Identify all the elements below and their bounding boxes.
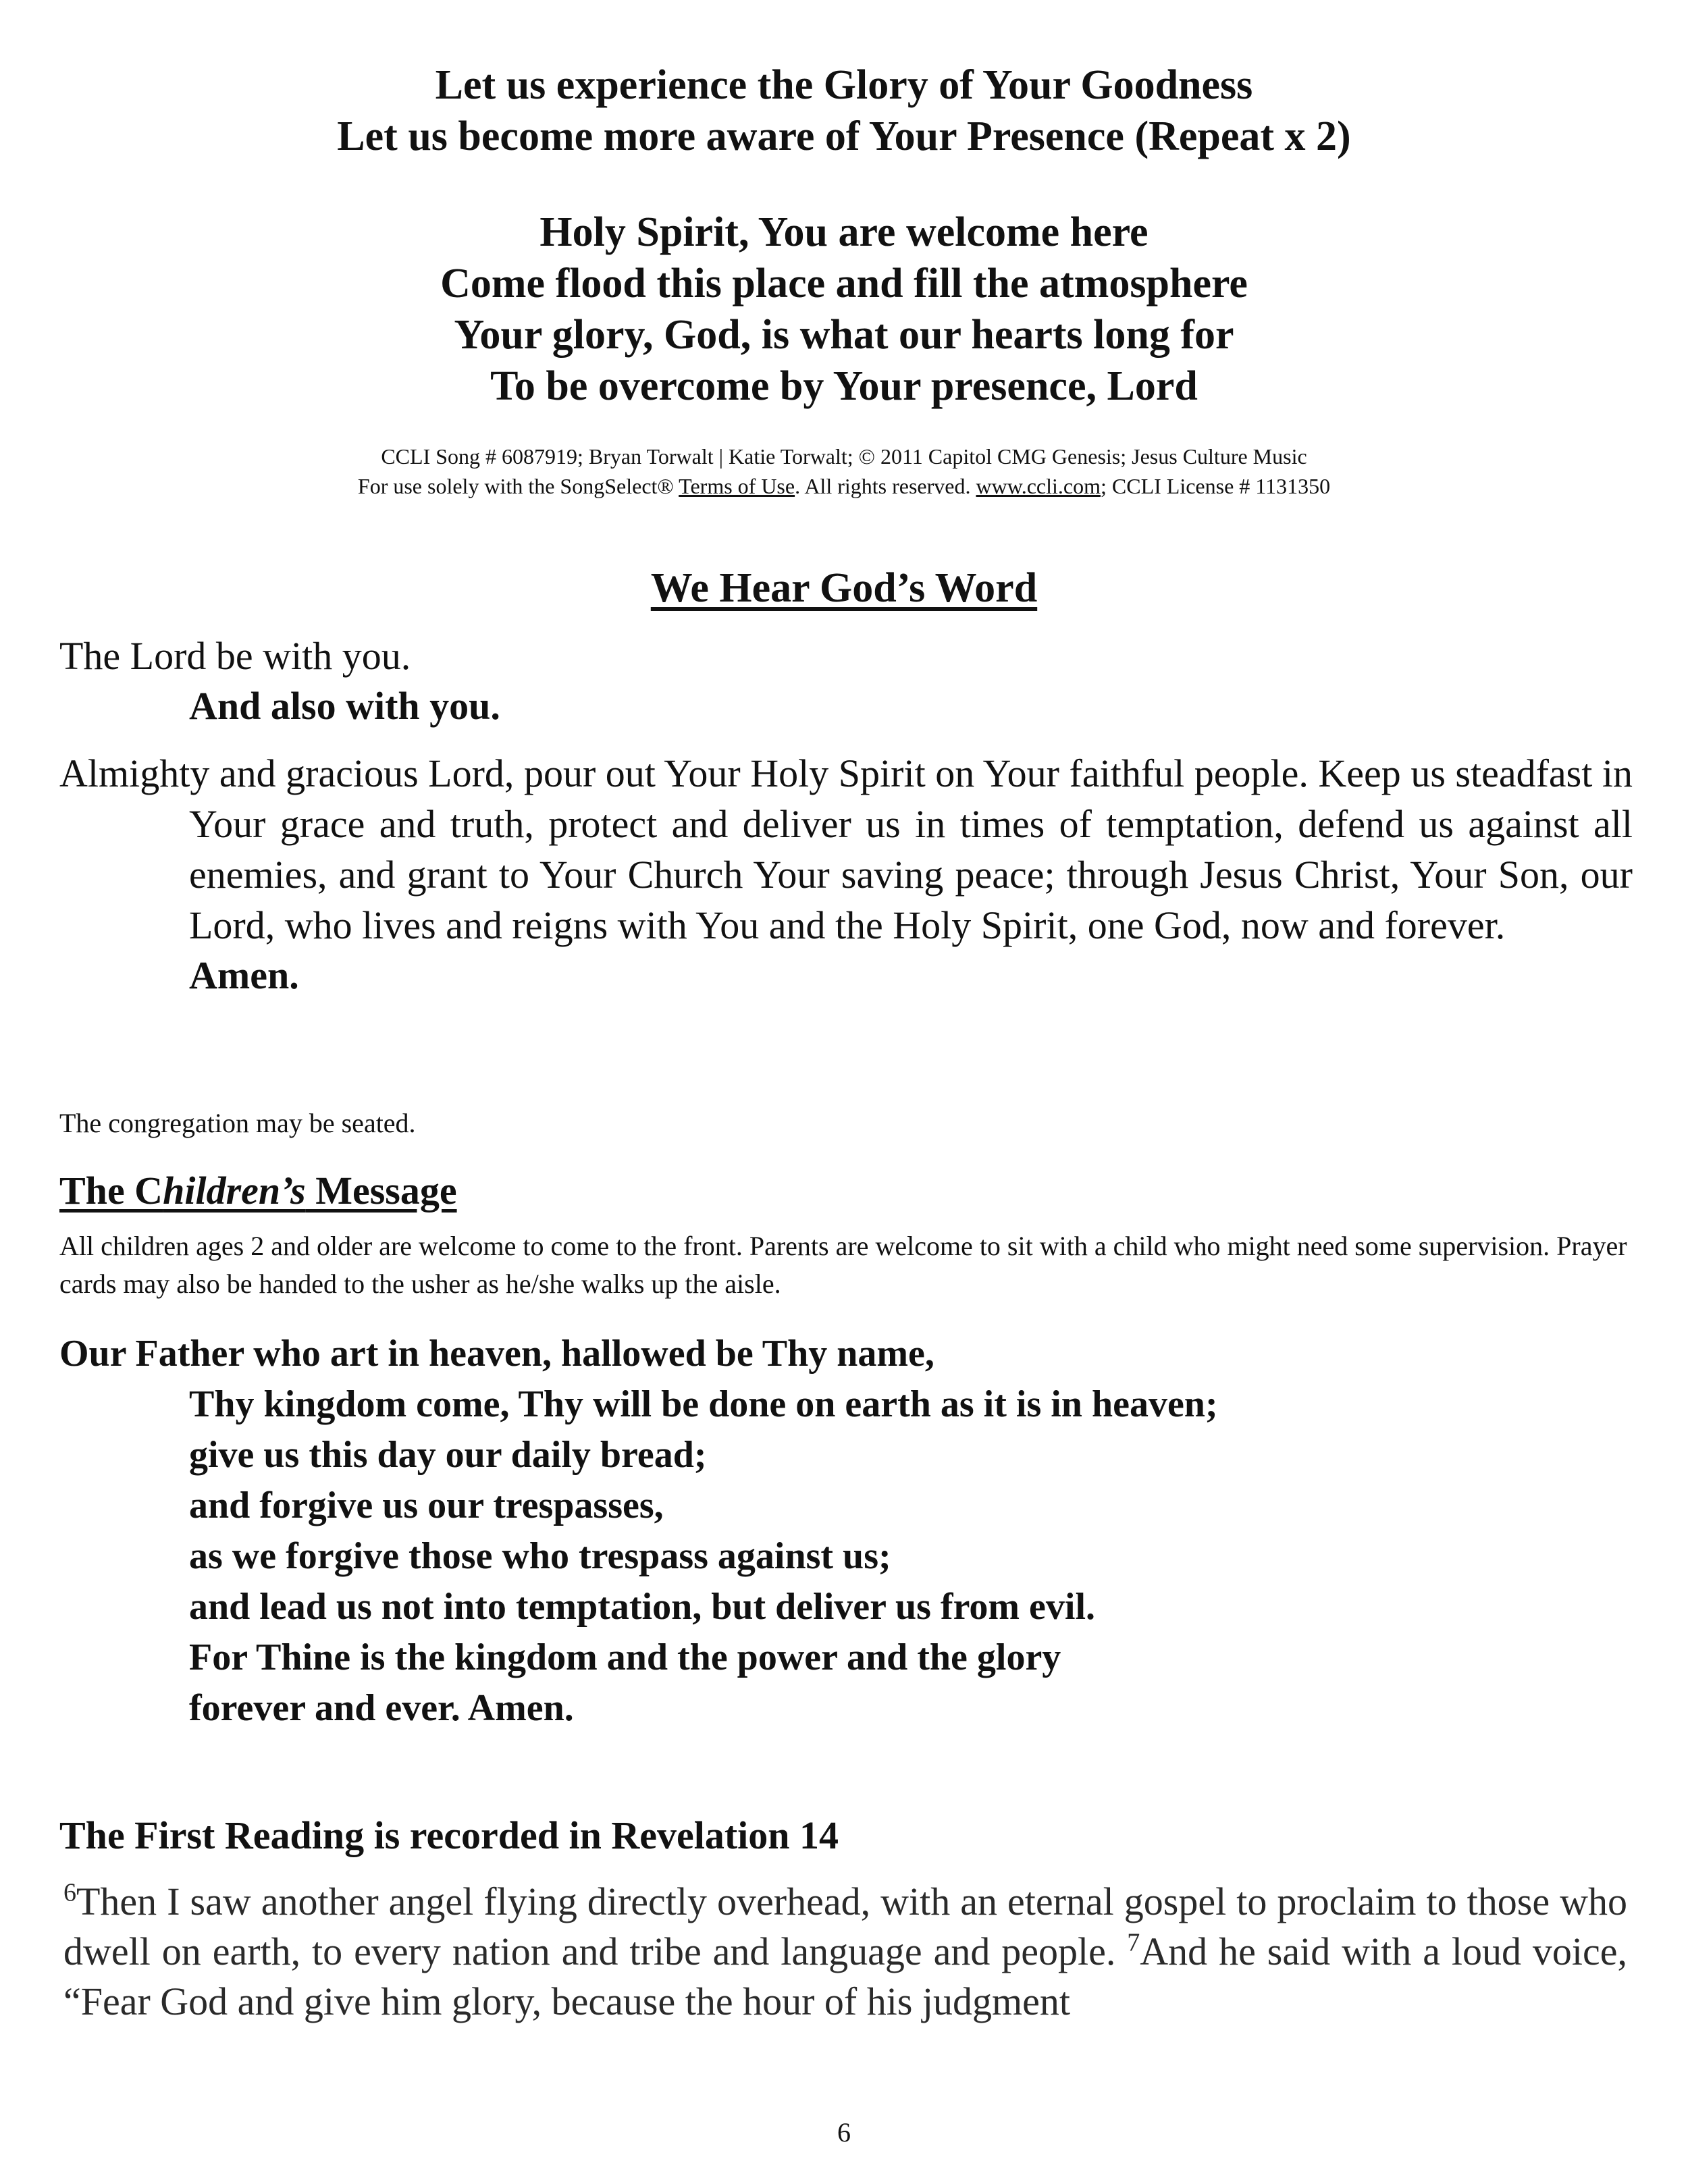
response-line: And also with you. [189,684,500,728]
prayer-line: Thy kingdom come, Thy will be done on earth as it is in heaven; [189,1383,1218,1425]
rubric-text: The congregation may be seated. [59,1108,416,1138]
verse-number: 7 [1127,1928,1140,1957]
ccli-line: CCLI Song # 6087919; Bryan Torwalt | Katie Torwalt; © 2011 Capitol CMG Genesis; Jesus Culture Music [381,444,1307,469]
song-lyrics-block-a [0,59,1688,162]
amen-response: Amen. [189,953,299,997]
rubric-text: All children ages 2 and older are welcome to come to the front. Parents are welcome to sit with a child who might need some supervision. Prayer cards may also be handed to the usher as he/she walks up the aisle. [59,1231,1627,1299]
song-line: Come flood this place and fill the atmosphere [440,261,1248,307]
seated-note [59,1104,1633,1142]
song-lyrics-block-b [0,207,1688,412]
ccli-text: ; CCLI License # 1131350 [1101,474,1331,498]
prayer-line: and lead us not into temptation, but deliver us from evil. [189,1586,1096,1628]
prayer-of-the-day [59,748,1633,1001]
page-number-text: 6 [837,2117,851,2148]
song-line: Your glory, God, is what our hearts long for [454,312,1234,358]
ccli-line [0,471,1688,501]
prayer-text: Almighty and gracious Lord, pour out Your Holy Spirit on Your faithful people. Keep us steadfast in Your grace and truth, protect and deliver us in times of temptation, defend us against all enemies, and grant to Your Church Your saving peace; through Jesus Christ, Your Son, our Lord, who lives and reigns with You and the Holy Spirit, one God, now and forever. [59,751,1633,947]
verse-text: Then I saw another angel flying directly overhead, with an eternal gospel to proclaim to those who dwell on earth, to every nation and tribe and language and people. [63,1880,1627,1973]
ccli-notice [0,442,1688,501]
prayer-line: and forgive us our trespasses, [189,1485,664,1526]
section-heading [59,1167,1633,1215]
ccli-text: . All rights reserved. [795,474,976,498]
prayer-line: as we forgive those who trespass against us; [189,1535,891,1577]
lords-prayer [59,1329,1633,1734]
prayer-line: give us this day our daily bread; [189,1434,707,1476]
prayer-line: forever and ever. Amen. [189,1687,574,1729]
section-heading: The First Reading is recorded in Revelation 14 [59,1813,839,1857]
song-line: Holy Spirit, You are welcome here [539,209,1149,255]
song-line: Let us experience the Glory of Your Goodness [435,62,1253,108]
section-heading-word [0,564,1688,612]
verse-number: 6 [63,1878,76,1907]
childrens-message-note [59,1227,1633,1303]
leader-line: The Lord be with you. [59,634,411,678]
first-reading-text [63,1877,1627,2027]
terms-of-use-link[interactable]: Terms of Use [679,474,795,498]
heading-part-italic: hildren’s [163,1169,306,1213]
heading-part: The C [59,1169,163,1213]
prayer-line: For Thine is the kingdom and the power and the glory [189,1636,1061,1678]
scripture-text [63,1877,1627,2027]
page-number [0,2116,1688,2148]
section-heading: We Hear God’s Word [650,565,1038,611]
heading-part: Message [305,1169,457,1213]
first-reading-heading [59,1812,1633,1859]
ccli-site-link[interactable]: www.ccli.com [976,474,1101,498]
salutation [59,631,1633,731]
song-line: Let us become more aware of Your Presence (Repeat x 2) [337,113,1351,159]
song-line: To be overcome by Your presence, Lord [490,363,1198,409]
childrens-message-heading [59,1167,1633,1215]
prayer-line: Our Father who art in heaven, hallowed be Thy name, [59,1333,934,1375]
ccli-text: For use solely with the SongSelect® [357,474,679,498]
verse-text: And he said with a loud voice, “Fear God and give him glory, because the hour of his judgment [63,1929,1628,2023]
